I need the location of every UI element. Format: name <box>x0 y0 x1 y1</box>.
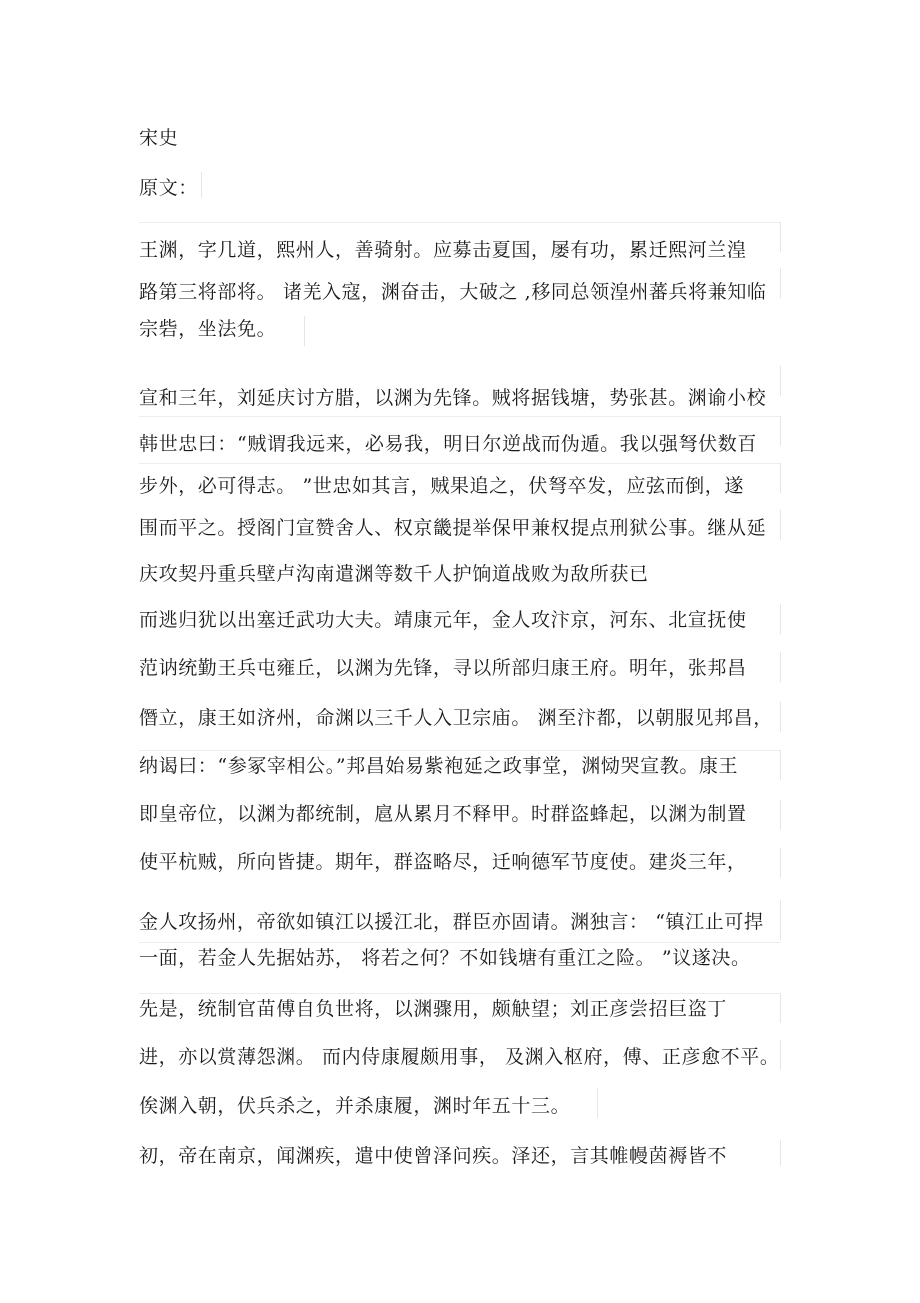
text-line: 一面，若金人先据姑苏， 将若之何？不如钱塘有重江之险。 ”议遂决。 <box>139 947 751 969</box>
text-line: 进，亦以赏薄怨渊。 而内侍康履颇用事， 及渊入枢府，傅、正彦愈不平。 <box>139 1046 780 1068</box>
scan-artifact-line <box>304 316 305 346</box>
scan-artifact-line <box>780 652 781 682</box>
scan-artifact-line <box>780 702 781 732</box>
scan-artifact-line <box>780 463 781 493</box>
scan-artifact-line <box>139 463 781 464</box>
text-line: 韩世忠曰：“贼谓我远来，必易我，明日尔逆战而伪遁。我以强弩伏数百 <box>139 433 757 455</box>
text-line: 路第三将部将。 诸羌入寇，渊奋击，大破之 ,移同总领湟州蕃兵将兼知临 <box>139 281 767 303</box>
scan-artifact-line <box>780 1140 781 1166</box>
scan-artifact-line <box>780 604 781 634</box>
text-line: 即皇帝位，以渊为都统制，扈从累月不释甲。时群盗蜂起，以渊为制置 <box>139 803 747 825</box>
text-line: 先是，统制官苗傅自负世将，以渊骤用，颇觖望；刘正彦尝招巨盗丁 <box>139 998 728 1020</box>
scan-artifact-line <box>780 510 781 540</box>
text-line: 纳谒曰：“参冢宰相公。”邦昌始易紫袍延之政事堂，渊恸哭宣教。康王 <box>139 755 739 777</box>
text-line: 围而平之。授阁门宣赞舍人、权京畿提举保甲兼权提点刑狱公事。继从延 <box>139 517 767 539</box>
scan-artifact-line <box>597 1088 598 1118</box>
text-line: 僭立，康王如济州，命渊以三千人入卫宗庙。 渊至汴都，以朝服见邦昌， <box>139 707 773 729</box>
scan-artifact-line <box>780 222 781 252</box>
scan-artifact-line <box>780 848 781 878</box>
scan-artifact-line <box>139 993 781 994</box>
text-line: 使平杭贼，所向皆捷。期年，群盗略尽，迁响德军节度使。建炎三年， <box>139 851 747 873</box>
document-title: 宋史 <box>139 127 179 149</box>
text-line: 初，帝在南京，闻渊疾，遣中使曾泽问疾。泽还，言其帷幔茵褥皆不 <box>139 1145 728 1167</box>
scan-artifact-line <box>780 900 781 940</box>
scan-artifact-line <box>780 366 781 396</box>
text-line: 而逃归犹以出塞迁武功大夫。靖康元年，金人攻汴京，河东、北宣抚使 <box>139 609 747 631</box>
scan-artifact-line <box>139 942 781 943</box>
text-line: 庆攻契丹重兵壁卢沟南遣渊等数千人护饷道战败为敌所获已 <box>139 563 649 585</box>
text-line: 范讷统勤王兵屯雍丘，以渊为先锋，寻以所部归康王府。明年，张邦昌 <box>139 657 747 679</box>
scan-artifact-line <box>780 750 781 780</box>
scan-artifact-line <box>139 222 781 223</box>
scan-artifact-line <box>201 172 202 198</box>
scan-artifact-line <box>780 416 781 446</box>
scan-artifact-line <box>780 993 781 1023</box>
text-line: 金人攻扬州，帝欲如镇江以援江北，群臣亦固请。渊独言： “镇江止可捍 <box>139 911 764 933</box>
scan-artifact-line <box>780 800 781 830</box>
scan-artifact-line <box>139 416 781 417</box>
scan-artifact-line <box>139 750 781 751</box>
section-label: 原文： <box>139 177 198 199</box>
text-line: 王渊，字几道，熙州人，善骑射。应募击夏国，屡有功，累迁熙河兰湟 <box>139 239 747 261</box>
text-line: 俟渊入朝，伏兵杀之，并杀康履，渊时年五十三。 <box>139 1095 571 1117</box>
scan-artifact-line <box>780 268 781 298</box>
text-line: 步外，必可得志。 ”世忠如其言，贼果追之，伏弩卒发，应弦而倒，遂 <box>139 475 744 497</box>
text-line: 宣和三年，刘延庆讨方腊，以渊为先锋。贼将据钱塘，势张甚。渊谕小校 <box>139 387 767 409</box>
scan-artifact-line <box>780 1040 781 1070</box>
text-line: 宗砦，坐法免。 <box>139 318 277 340</box>
